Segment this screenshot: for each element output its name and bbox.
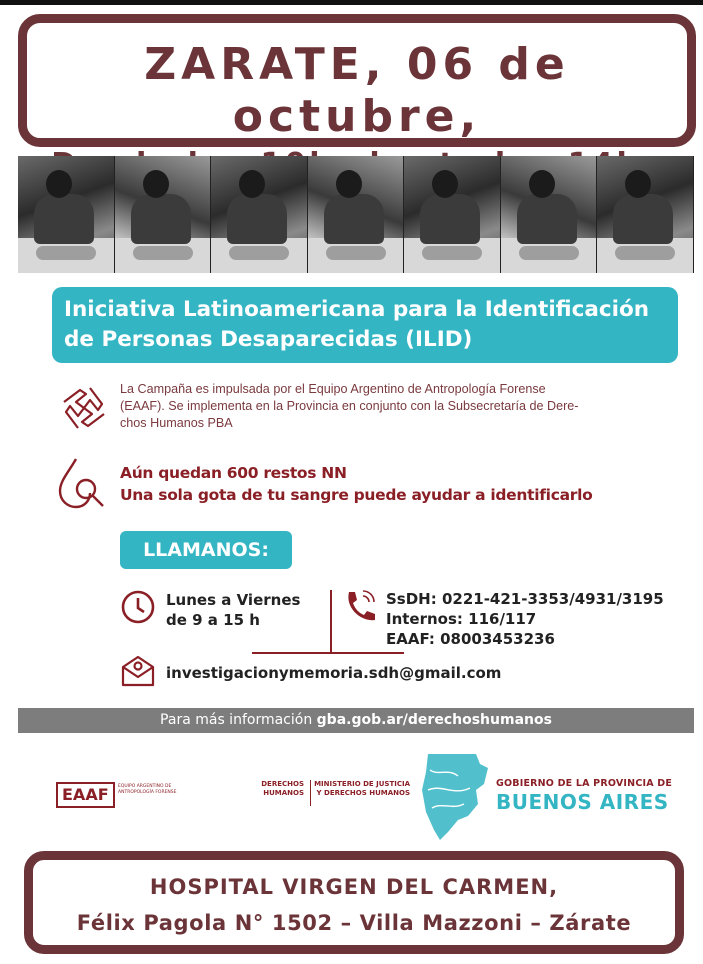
photo-tile	[115, 156, 212, 273]
hours-time: de 9 a 15 h	[166, 611, 260, 629]
photo-tile	[597, 156, 694, 273]
blood-drop-icon	[56, 455, 108, 511]
event-date: ZARATE, 06 de octubre,	[144, 39, 570, 142]
campaign-line: chos Humanos PBA	[120, 416, 233, 430]
event-header	[18, 14, 696, 147]
photo-tile	[18, 156, 115, 273]
campaign-line: (EAAF). Se implementa en la Provincia en conjunto con la Subsecretaría de Dere-	[120, 399, 579, 413]
restos-message	[120, 462, 592, 506]
contact-email[interactable]: investigacionymemoria.sdh@gmail.com	[166, 664, 502, 682]
banner-line2: de Personas Desaparecidas (ILID)	[64, 327, 473, 352]
photo-tile	[404, 156, 501, 273]
logo-separator	[310, 780, 311, 806]
hours-days: Lunes a Viernes	[166, 591, 301, 609]
location-footer	[24, 851, 684, 954]
campaign-description	[120, 381, 680, 432]
restos-line1: Aún quedan 600 restos NN	[120, 464, 347, 482]
divider	[330, 590, 332, 652]
eaaf-logo: EAAF	[56, 782, 115, 808]
campaign-line: La Campaña es impulsada por el Equipo Argentino de Antropología Forense	[120, 382, 546, 396]
gobierno-logo-text: GOBIERNO DE LA PROVINCIA DE	[496, 778, 673, 789]
phone-numbers	[386, 589, 664, 649]
photo-tile	[308, 156, 405, 273]
mail-icon	[120, 653, 156, 689]
province-map-icon	[418, 750, 490, 842]
restos-line2: Una sola gota de tu sangre puede ayudar a identificarlo	[120, 486, 593, 504]
eaaf-logo-description: EQUIPO ARGENTINO DE ANTROPOLOGÍA FORENSE	[118, 784, 177, 795]
info-url-link[interactable]: gba.gob.ar/derechoshumanos	[316, 712, 552, 728]
info-prefix: Para más información	[160, 712, 313, 728]
hands-icon	[56, 380, 112, 436]
banner-line1: Iniciativa Latinoamericana para la Identificación	[64, 297, 650, 322]
photo-tile	[211, 156, 308, 273]
photo-strip	[18, 156, 694, 273]
photo-tile	[501, 156, 598, 273]
phone-icon	[343, 588, 377, 624]
phone-ssdh: SsDH: 0221-421-3353/4931/3195	[386, 590, 664, 608]
ilid-banner	[52, 287, 678, 363]
hospital-address: Félix Pagola N° 1502 – Villa Mazzoni – Zárate	[76, 911, 632, 935]
buenos-aires-logo-text: BUENOS AIRES	[496, 790, 669, 814]
phone-internos: Internos: 116/117	[386, 610, 537, 628]
divider	[252, 652, 404, 654]
info-bar	[18, 708, 694, 733]
phone-eaaf: EAAF: 08003453236	[386, 630, 555, 648]
clock-icon	[120, 589, 156, 625]
hospital-name: HOSPITAL VIRGEN DEL CARMEN,	[149, 875, 559, 899]
call-label: LLAMANOS:	[120, 531, 292, 569]
office-hours	[166, 590, 300, 630]
ddhh-logo: DERECHOS HUMANOS	[261, 780, 304, 797]
top-border	[0, 0, 703, 5]
ministerio-logo: MINISTERIO DE JUSTICIA Y DERECHOS HUMANOS	[314, 780, 410, 797]
